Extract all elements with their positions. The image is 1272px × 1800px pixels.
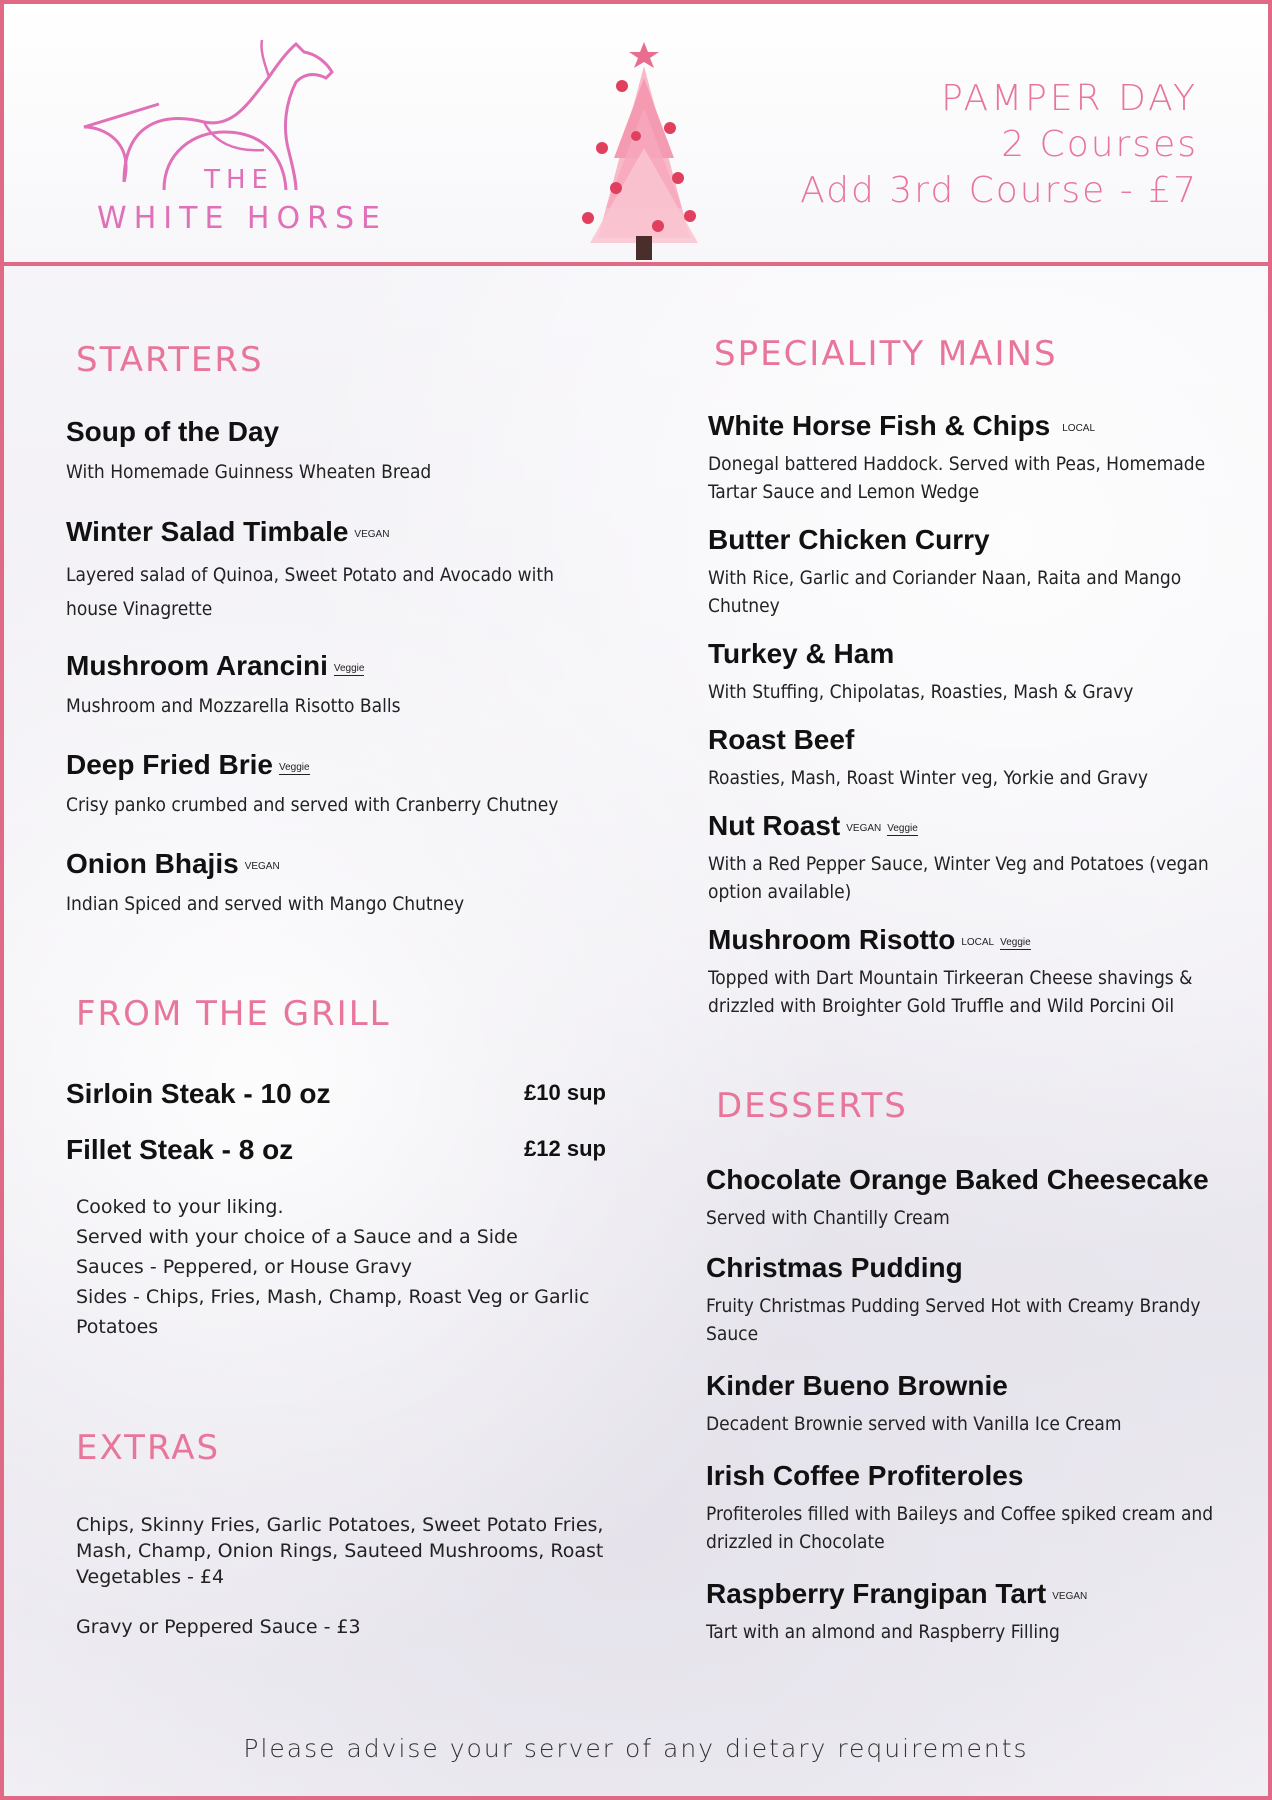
grill-detail-line: Sides - Chips, Fries, Mash, Champ, Roast Veg or Garlic [76, 1286, 590, 1308]
mains-heading: SPECIALITY MAINS [714, 334, 1058, 374]
item-price: £12 sup [524, 1136, 606, 1161]
starter-item [66, 749, 666, 819]
item-description: Fruity Christmas Pudding Served Hot with Creamy Brandy Sauce [706, 1295, 1201, 1345]
menu-header [4, 4, 1268, 266]
grill-heading: FROM THE GRILL [76, 994, 391, 1034]
item-name: Roast Beef [708, 724, 855, 755]
starter-item [66, 650, 666, 720]
item-name: Fillet Steak - 8 oz [66, 1134, 294, 1165]
item-description: Crisy panko crumbed and served with Cranberry Chutney [66, 794, 559, 816]
dessert-item [706, 1370, 1266, 1438]
item-description: Profiteroles filled with Baileys and Coffee spiked cream and drizzled in Chocolate [706, 1503, 1214, 1553]
dessert-item [706, 1252, 1246, 1348]
extras-sauces: Gravy or Peppered Sauce - £3 [76, 1616, 361, 1638]
vegan-tag: VEGAN [354, 529, 390, 540]
promo-text [800, 76, 1198, 214]
item-description: Roasties, Mash, Roast Winter veg, Yorkie and Gravy [708, 767, 1149, 789]
item-name: Mushroom Risotto [708, 924, 956, 955]
veggie-tag: Veggie [1000, 937, 1031, 948]
main-item [708, 724, 1268, 792]
item-description: Layered salad of Quinoa, Sweet Potato and Avocado with house Vinagrette [66, 564, 554, 620]
main-item [708, 638, 1268, 706]
item-name: Sirloin Steak - 10 oz [66, 1078, 331, 1109]
item-name: Christmas Pudding [706, 1252, 963, 1283]
grill-detail-line: Potatoes [76, 1316, 159, 1338]
item-description: Served with Chantilly Cream [706, 1207, 950, 1229]
item-name: Kinder Bueno Brownie [706, 1370, 1008, 1401]
starter-item [66, 516, 606, 626]
vegan-tag: VEGAN [1052, 1591, 1088, 1602]
brand-line1: THE [204, 165, 274, 195]
item-name: Onion Bhajis [66, 848, 239, 879]
item-description: Decadent Brownie served with Vanilla Ice Cream [706, 1413, 1122, 1435]
item-name: Butter Chicken Curry [708, 524, 990, 555]
item-description: With Rice, Garlic and Coriander Naan, Raita and Mango Chutney [708, 567, 1182, 617]
item-name: White Horse Fish & Chips [708, 410, 1051, 441]
dessert-item [706, 1164, 1266, 1232]
extras-sides: Chips, Skinny Fries, Garlic Potatoes, Sweet Potato Fries, Mash, Champ, Onion Rings, Sauteed Mushrooms, Roast Vegetables - £4 [76, 1514, 604, 1588]
item-description: Donegal battered Haddock. Served with Peas, Homemade Tartar Sauce and Lemon Wedge [708, 453, 1206, 503]
main-item [708, 810, 1248, 906]
grill-detail-line: Cooked to your liking. [76, 1196, 284, 1218]
extras-heading: EXTRAS [76, 1428, 221, 1468]
grill-detail-line: Sauces - Peppered, or House Gravy [76, 1256, 412, 1278]
item-name: Raspberry Frangipan Tart [706, 1578, 1047, 1609]
starter-item [66, 416, 666, 486]
item-name: Deep Fried Brie [66, 749, 273, 780]
item-description: With a Red Pepper Sauce, Winter Veg and Potatoes (vegan option available) [708, 853, 1209, 903]
dietary-notice: Please advise your server of any dietary requirements [243, 1734, 1029, 1763]
starter-item [66, 848, 666, 918]
vegan-tag: VEGAN [244, 861, 280, 872]
grill-details [76, 1192, 596, 1342]
local-tag: LOCAL [1062, 423, 1096, 434]
item-description: With Stuffing, Chipolatas, Roasties, Mash & Gravy [708, 681, 1134, 703]
vegan-tag: VEGAN [846, 823, 882, 834]
promo-title: PAMPER DAY [941, 78, 1198, 119]
item-description: With Homemade Guinness Wheaten Bread [66, 461, 432, 483]
grill-item [66, 1134, 606, 1170]
item-description: Topped with Dart Mountain Tirkeeran Cheese shavings & drizzled with Broighter Gold Truffle and Wild Porcini Oil [708, 967, 1193, 1017]
item-name: Chocolate Orange Baked Cheesecake [706, 1164, 1209, 1195]
white-horse-logo [64, 32, 424, 242]
local-tag: LOCAL [961, 937, 995, 948]
item-name: Mushroom Arancini [66, 650, 328, 681]
main-item [708, 524, 1228, 620]
grill-detail-line: Served with your choice of a Sauce and a Side [76, 1226, 518, 1248]
item-name: Winter Salad Timbale [66, 516, 349, 547]
item-description: Mushroom and Mozzarella Risotto Balls [66, 695, 401, 717]
dessert-item [706, 1578, 1266, 1646]
promo-courses: 2 Courses [1001, 124, 1198, 165]
item-name: Nut Roast [708, 810, 841, 841]
main-item [708, 410, 1248, 506]
main-item [708, 924, 1248, 1020]
veggie-tag: Veggie [333, 663, 365, 674]
item-price: £10 sup [524, 1080, 606, 1105]
brand-line2: WHITE HORSE [97, 201, 387, 236]
veggie-tag: Veggie [278, 762, 310, 773]
starters-heading: STARTERS [76, 340, 264, 380]
item-name: Turkey & Ham [708, 638, 895, 669]
grill-item [66, 1078, 606, 1114]
christmas-tree-icon [570, 38, 730, 264]
item-description: Tart with an almond and Raspberry Filling [706, 1621, 1060, 1643]
item-name: Irish Coffee Profiteroles [706, 1460, 1024, 1491]
desserts-heading: DESSERTS [716, 1086, 908, 1126]
dessert-item [706, 1460, 1266, 1556]
item-name: Soup of the Day [66, 416, 280, 447]
promo-extra-course: Add 3rd Course - £7 [800, 170, 1198, 211]
extras-details [76, 1512, 606, 1640]
veggie-tag: Veggie [887, 823, 918, 834]
item-description: Indian Spiced and served with Mango Chutney [66, 893, 465, 915]
